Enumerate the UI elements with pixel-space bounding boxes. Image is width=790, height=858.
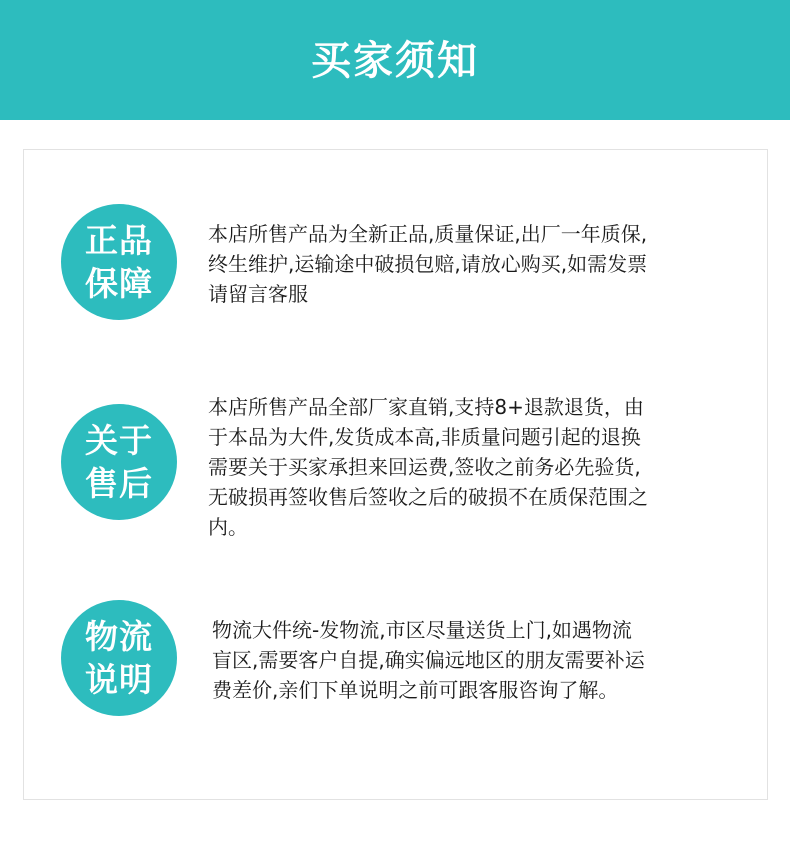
page-title: 买家须知	[311, 37, 479, 84]
badge-label-line2: 售后	[85, 464, 153, 503]
after-sales-text: 本店所售产品全部厂家直销,支持8+退款退货，由 于本品为大件,发货成本高,非质量问题引起的退换 需要关于买家承担来回运费,签收之前务必先验货, 无破损再签收售后签收之后的破损不在质保范围之 内。	[208, 395, 648, 539]
logistics-text: 物流大件统-发物流,市区尽量送货上门,如遇物流 盲区,需要客户自提,确实偏远地区的朋友需要补运 费差价,亲们下单说明之前可跟客服咨询了解。	[212, 618, 645, 702]
logistics-badge	[61, 600, 177, 716]
badge-label-line2: 说明	[85, 660, 153, 699]
genuine-guarantee-badge	[61, 204, 177, 320]
badge-label-line1: 正品	[85, 221, 153, 260]
genuine-guarantee-text: 本店所售产品为全新正品,质量保证,出厂一年质保, 终生维护,运输途中破损包赔,请放心购买,如需发票 请留言客服	[208, 222, 648, 306]
notice-card	[23, 149, 768, 800]
badge-label-line1: 关于	[85, 421, 153, 460]
badge-label-line1: 物流	[85, 617, 153, 656]
header-banner	[0, 0, 790, 120]
after-sales-badge	[61, 404, 177, 520]
badge-label-line2: 保障	[85, 264, 153, 303]
